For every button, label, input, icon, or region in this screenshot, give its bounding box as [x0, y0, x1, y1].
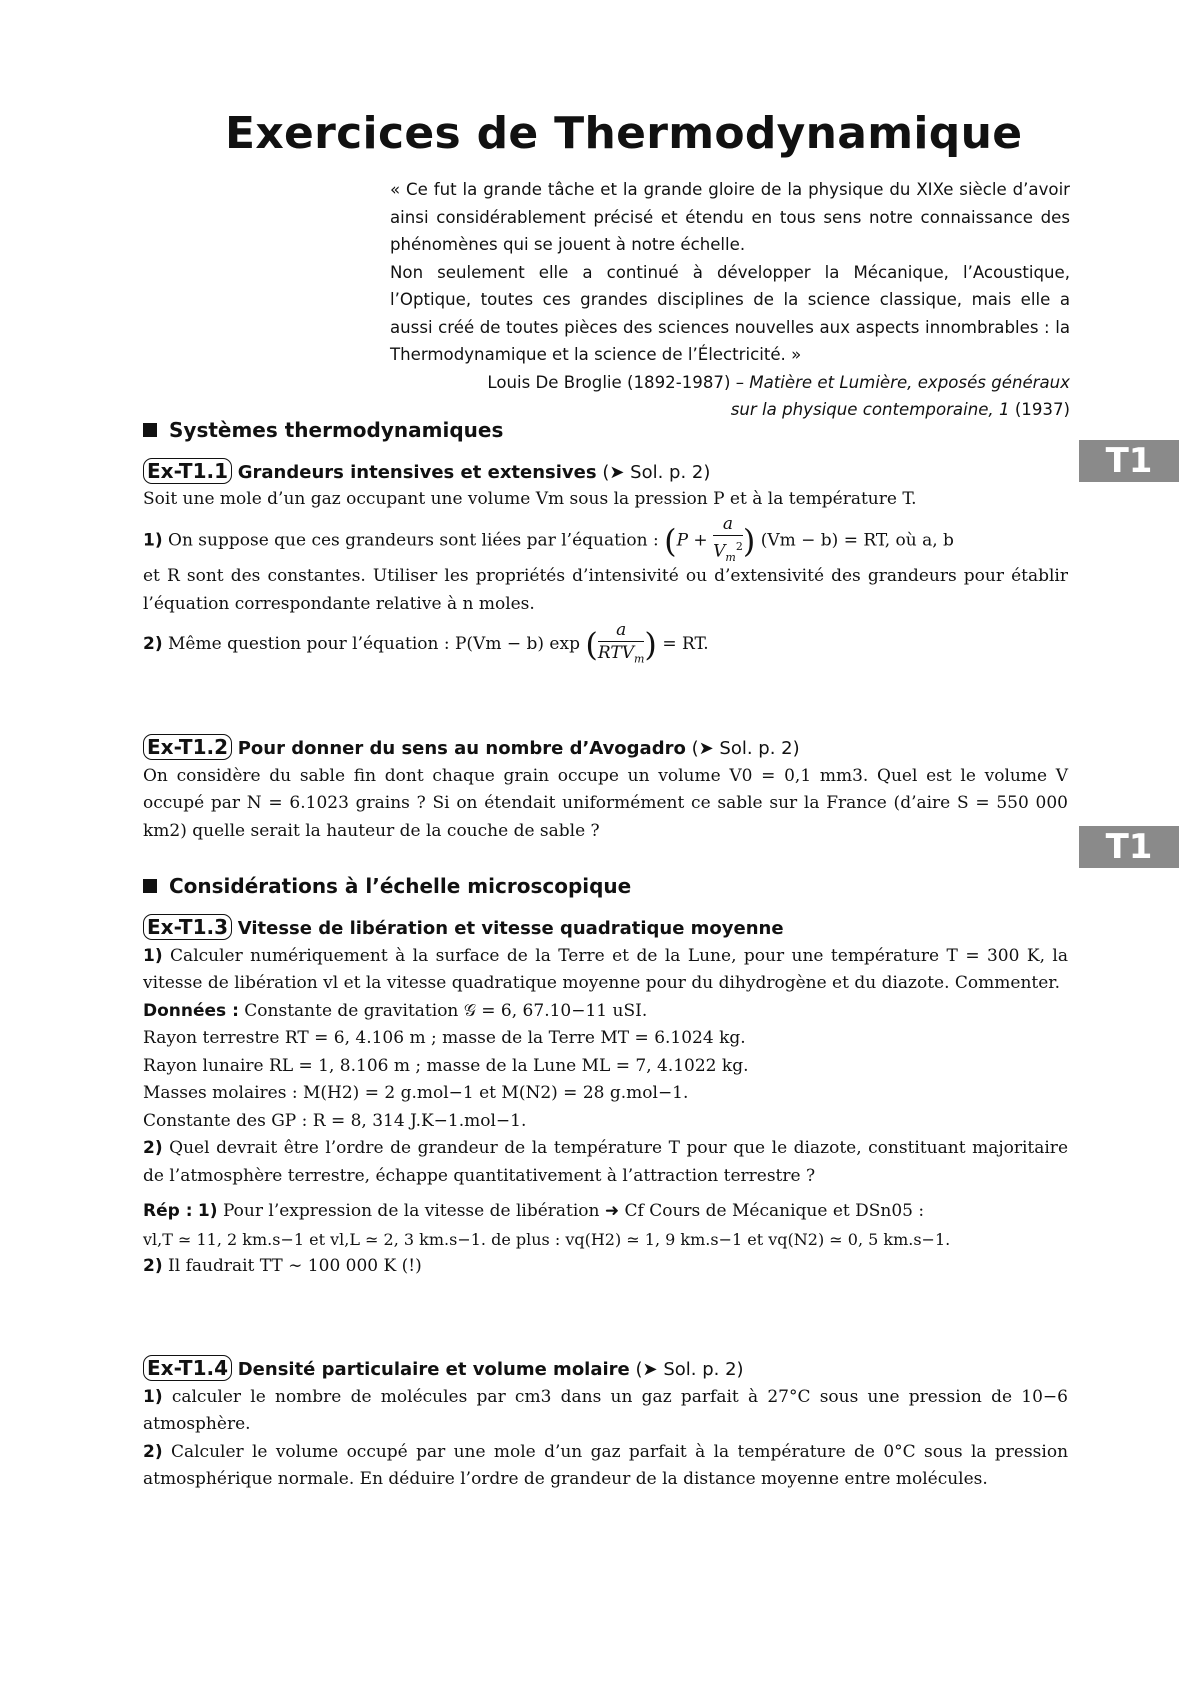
question-number: 1) [143, 945, 163, 966]
exercise-text: On considère du sable fin dont chaque grain occupe un volume V0 = 0,1 mm3. Quel est le volume V occupé par N = 6.1023 grains ? Si on étendait uniformément ce sable sur la France (d’aire S = 550 000 km2) quelle serait la hauteur de la couche de sable ? [143, 765, 1068, 841]
question-2 [143, 1439, 1068, 1494]
section-heading-systemes [143, 418, 503, 442]
paren-open-icon: ( [585, 625, 598, 664]
quote-work-2: sur la physique contemporaine, 1 [730, 400, 1010, 419]
data-line-4: Masses molaires : M(H2) = 2 g.mol−1 et M(N2) = 28 g.mol−1. [143, 1083, 689, 1103]
paren-close-icon: ) [742, 522, 756, 561]
rep-label: Rép : [143, 1201, 193, 1221]
data-line-5: Constante des GP : R = 8, 314 J.K−1.mol−1. [143, 1110, 527, 1131]
bullet-square-icon [143, 423, 157, 437]
question-text: Quel devrait être l’ordre de grandeur de la température T pour que le diazote, constituant majoritaire de l’atmosphère terrestre, échappe quantitativement à l’attraction terrestre ? [143, 1138, 1068, 1186]
quote-paragraph-2: Non seulement elle a continué à développer la Mécanique, l’Acoustique, l’Optique, toutes ces grandes disciplines de la science classique, mais elle a aussi créé de toutes pièces des sciences nouvelles aux aspects innombrables : la Thermodynamique et la science de l’Électricité. » [390, 262, 1070, 364]
bullet-square-icon [143, 879, 157, 893]
question-1 [143, 1384, 1068, 1439]
chapter-tab-2: T1 [1079, 826, 1179, 868]
question-text: On suppose que ces grandeurs sont liées par l’équation : [168, 530, 659, 551]
exercise-t1-1 [143, 458, 1068, 670]
exercise-id-badge: Ex-T1.1 [143, 458, 232, 484]
question-number: 1) [143, 1386, 163, 1407]
exercise-title: Grandeurs intensives et extensives [237, 462, 597, 483]
chapter-tab-1: T1 [1079, 440, 1179, 482]
solution-link[interactable]: (➤ Sol. p. 2) [691, 738, 800, 759]
equation-end: = RT. [662, 634, 709, 654]
exercise-t1-3 [143, 914, 1068, 1281]
paren-open-icon: ( [664, 522, 677, 561]
solution-link[interactable]: (➤ Sol. p. 2) [602, 462, 711, 483]
answer-line-3 [143, 1253, 1068, 1281]
exercise-t1-2 [143, 734, 1068, 845]
exercise-id-badge: Ex-T1.2 [143, 734, 232, 760]
quote-source [390, 369, 1070, 397]
exercise-t1-4 [143, 1355, 1068, 1494]
quote-author: Louis De Broglie (1892-1987) – [487, 372, 744, 392]
question-1: 1) On suppose que ces grandeurs sont liées par l’équation : (P + $\frac{a}{V_m^2}$ ) (Vm − b) = RT, où a, b [143, 513, 1068, 563]
section-title: Considérations à l’échelle microscopique [169, 874, 632, 898]
data-line-3: Rayon lunaire RL = 1, 8.106 m ; masse de la Lune ML = 7, 4.1022 kg. [143, 1055, 749, 1076]
question-text: Calculer numériquement à la surface de la Terre et de la Lune, pour une température T = 300 K, la vitesse de libération vl et la vitesse quadratique moyenne pour du dihydrogène et du diazote. Commenter. [143, 945, 1068, 993]
question-text: Calculer le volume occupé par une mole d’un gaz parfait à la température de 0°C sous la pression atmosphérique normale. En déduire l’ordre de grandeur de la distance moyenne entre molécules. [143, 1441, 1069, 1489]
answer-number: 2) [143, 1256, 163, 1276]
quote-year: (1937) [1014, 400, 1070, 419]
exercise-id-badge: Ex-T1.4 [143, 1355, 232, 1381]
exercise-id-badge: Ex-T1.3 [143, 914, 232, 940]
data-line-2: Rayon terrestre RT = 6, 4.106 m ; masse de la Terre MT = 6.1024 kg. [143, 1028, 746, 1048]
question-text: calculer le nombre de molécules par cm3 dans un gaz parfait à 27°C sous une pression de 10−6 atmosphère. [143, 1386, 1068, 1434]
quote-paragraph-1: « Ce fut la grande tâche et la grande gloire de la physique du XIXe siècle d’avoir ainsi considérablement précisé et étendu en tous sens notre connaissance des phénomènes qui se jouent à notre échelle. [390, 180, 1070, 254]
data-line-1 [143, 998, 1068, 1026]
fraction-a-over-rtvm: $\frac{a}{RTV_m}$ [597, 619, 645, 666]
question-1-continued: et R sont des constantes. Utiliser les propriétés d’intensivité ou d’extensivité des grandeurs pour établir l’équation correspondante relative à n moles. [143, 566, 1068, 614]
question-2 [143, 1135, 1068, 1190]
page-title: Exercices de Thermodynamique [225, 108, 1023, 159]
question-1 [143, 943, 1068, 998]
answer-number: 1) [197, 1201, 218, 1221]
question-number: 2) [143, 1138, 163, 1158]
question-number: 2) [143, 634, 163, 654]
solution-link[interactable]: (➤ Sol. p. 2) [635, 1359, 744, 1380]
fraction-a-over-vm2: $\frac{a}{V_m^2}$ [713, 514, 743, 565]
answer-text: Pour l’expression de la vitesse de libération ➜ Cf Cours de Mécanique et DSn05 : [222, 1201, 925, 1221]
paren-close-icon: ) [644, 625, 657, 664]
equation-rest: (Vm − b) = RT, où a, b [760, 530, 954, 551]
exercise-title: Pour donner du sens au nombre d’Avogadro [237, 738, 686, 759]
section-title: Systèmes thermodynamiques [169, 418, 504, 442]
answer-line-2: vl,T ≃ 11, 2 km.s−1 et vl,L ≃ 2, 3 km.s−1. de plus : vq(H2) ≃ 1, 9 km.s−1 et vq(N2) ≃ 0, 5 km.s−1. [143, 1229, 951, 1249]
section-heading-microscopique [143, 874, 631, 898]
question-2 [143, 618, 1068, 670]
quote-work: Matière et Lumière, exposés généraux [749, 372, 1070, 392]
exercise-title: Densité particulaire et volume molaire [237, 1359, 630, 1380]
epigraph-quote [390, 176, 1070, 424]
exercise-intro: Soit une mole d’un gaz occupant une volume Vm sous la pression P et à la température T. [143, 488, 917, 509]
donnees-label: Données : [143, 1000, 239, 1021]
exercise-title: Vitesse de libération et vitesse quadratique moyenne [237, 918, 784, 939]
data-text: Constante de gravitation 𝒢 = 6, 67.10−11 uSI. [244, 1000, 648, 1021]
question-number: 1) [143, 530, 163, 551]
answer-text: Il faudrait TT ∼ 100 000 K (!) [168, 1256, 422, 1276]
question-text: Même question pour l’équation : P(Vm − b) exp [168, 634, 580, 654]
question-number: 2) [143, 1441, 163, 1462]
answer-line-1 [143, 1198, 1068, 1226]
